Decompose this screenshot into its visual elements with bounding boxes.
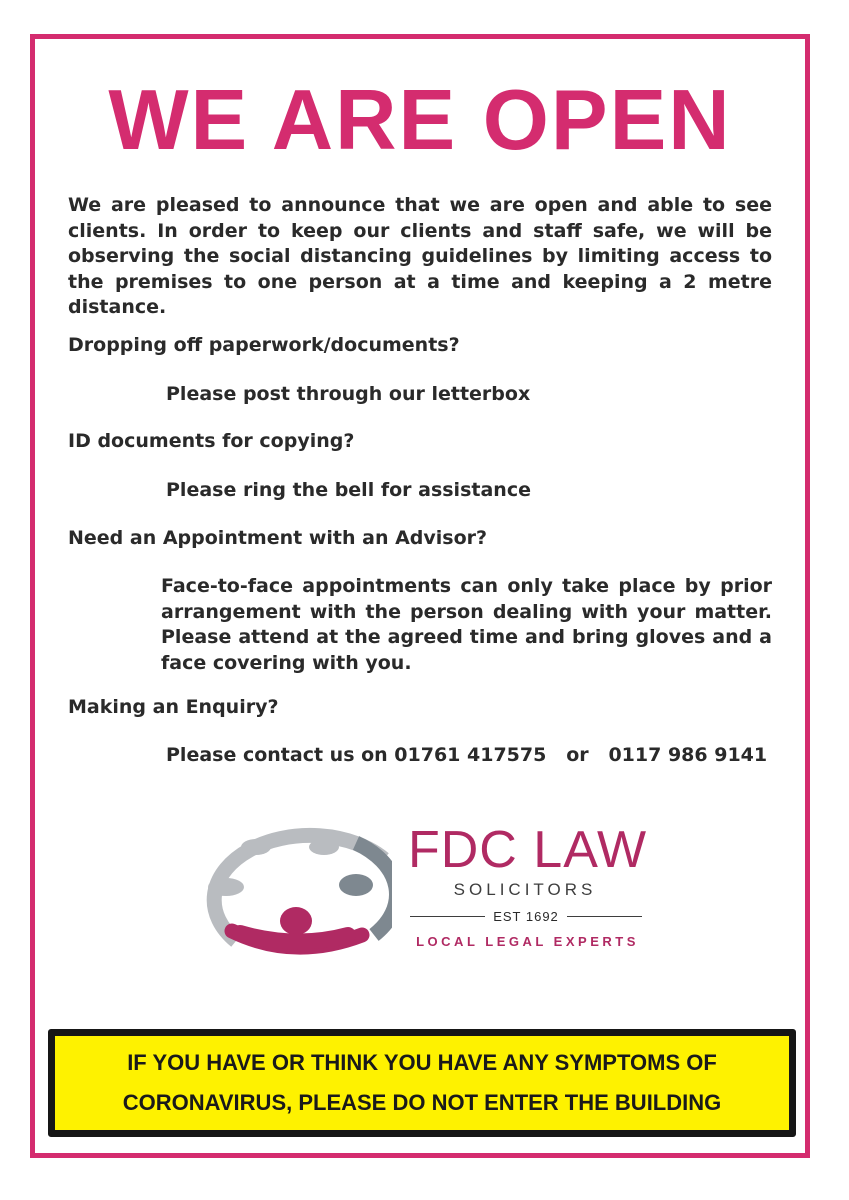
appointment-answer: Face-to-face appointments can only take place by prior arrangement with the person dealing with your matter. Please attend at the agreed time and bring gloves and a face covering with you. xyxy=(161,575,772,674)
dropping-off-question: Dropping off paperwork/documents? xyxy=(68,334,460,356)
id-documents-question: ID documents for copying? xyxy=(68,430,355,452)
warning-line-1: IF YOU HAVE OR THINK YOU HAVE ANY SYMPTOMS OF xyxy=(127,1050,717,1075)
id-documents-answer: Please ring the bell for assistance xyxy=(166,479,531,501)
established-divider-right xyxy=(567,916,642,917)
intro-paragraph: We are pleased to announce that we are open and able to see clients. In order to keep our clients and staff safe, we will be observing the social distancing guidelines by limiting access to the premises to one person at a time and keeping a 2 metre distance. xyxy=(68,194,772,318)
established-row xyxy=(410,906,642,926)
brand-subtitle: SOLICITORS xyxy=(453,880,597,899)
appointment-question: Need an Appointment with an Advisor? xyxy=(68,527,488,549)
enquiry-question: Making an Enquiry? xyxy=(68,696,279,718)
headline: WE ARE OPEN xyxy=(108,73,732,168)
enquiry-answer: Please contact us on 01761 417575 or 0117 986 9141 xyxy=(166,744,768,766)
brand-tagline: LOCAL LEGAL EXPERTS xyxy=(416,934,639,949)
brand-name: FDC LAW xyxy=(407,821,648,879)
warning-line-2: CORONAVIRUS, PLEASE DO NOT ENTER THE BUILDING xyxy=(122,1090,722,1115)
established-label: EST 1692 xyxy=(493,908,559,924)
circle-of-people-logo-icon xyxy=(196,823,392,961)
established-divider-left xyxy=(410,916,485,917)
coronavirus-warning-box xyxy=(48,1029,796,1137)
dropping-off-answer: Please post through our letterbox xyxy=(166,383,531,405)
